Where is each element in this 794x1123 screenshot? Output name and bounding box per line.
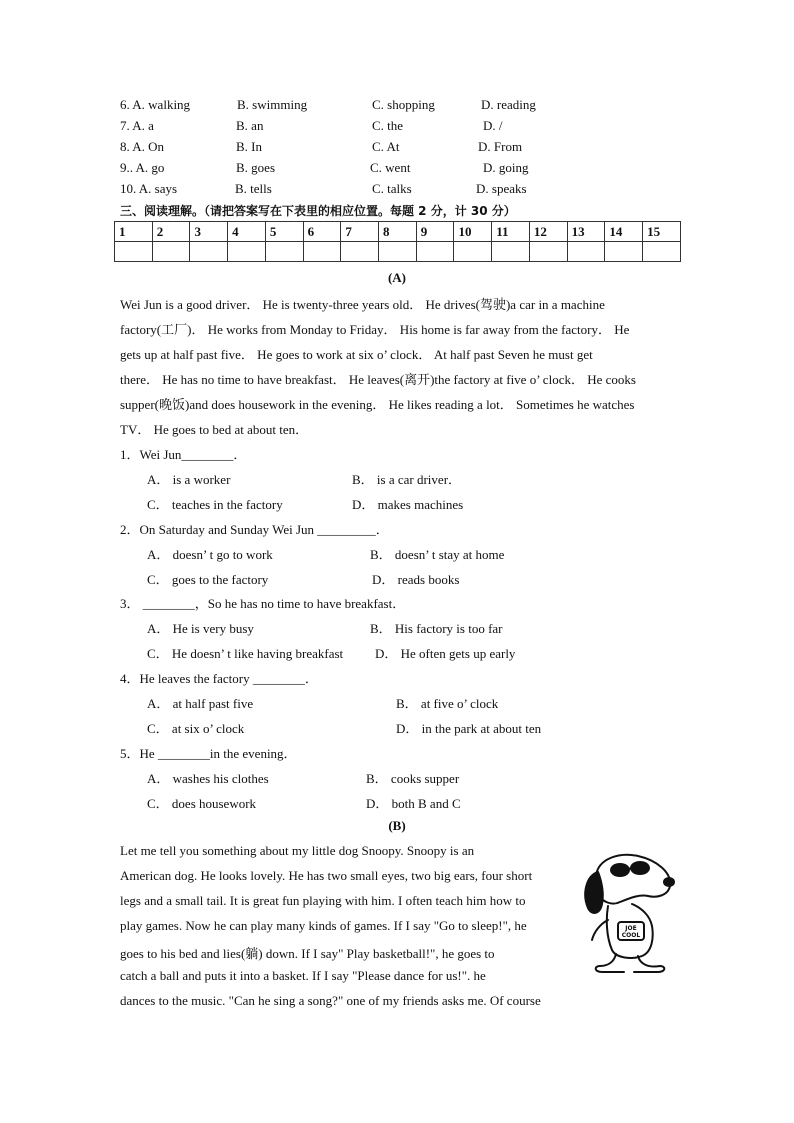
question-stem: 2．On Saturday and Sunday Wei Jun _________． bbox=[120, 522, 389, 537]
question-option: A． is a worker bbox=[147, 472, 231, 487]
answer-cell-header: 1 bbox=[115, 222, 153, 242]
answer-cell-header: 12 bbox=[529, 222, 567, 242]
question-option: C． He doesn’ t like having breakfast bbox=[147, 646, 344, 661]
option-c: C. shopping bbox=[372, 97, 435, 112]
answer-cell[interactable] bbox=[115, 242, 153, 262]
answer-cell[interactable] bbox=[152, 242, 190, 262]
passage-b-line: legs and a small tail. It is great fun playing with him. I often teach him how to bbox=[120, 893, 526, 908]
option-d: D. reading bbox=[481, 97, 536, 112]
question-option: D． reads books bbox=[372, 572, 460, 587]
passage-a-line: factory(工厂)． He works from Monday to Friday． His home is far away from the factory． He bbox=[120, 322, 630, 337]
question-option: B． doesn’ t stay at home bbox=[370, 547, 505, 562]
passage-b-line: play games. Now he can play many kinds of games. If I say "Go to sleep!", he bbox=[120, 918, 527, 933]
question-option: C． goes to the factory bbox=[147, 572, 269, 587]
option-a: 8. A. On bbox=[120, 139, 165, 154]
answer-cell-header: 9 bbox=[416, 222, 454, 242]
answer-cell[interactable] bbox=[379, 242, 417, 262]
option-d: D. / bbox=[483, 118, 503, 133]
question-option: C． teaches in the factory bbox=[147, 497, 283, 512]
answer-cell-header: 11 bbox=[492, 222, 530, 242]
question-stem: 5．He ________in the evening． bbox=[120, 746, 297, 761]
option-d: D. speaks bbox=[476, 181, 527, 196]
question-option: B． cooks supper bbox=[366, 771, 460, 786]
answer-table-input-row bbox=[115, 242, 681, 262]
snoopy-illustration bbox=[568, 846, 678, 976]
passage-b-line: catch a ball and puts it into a basket. If I say "Please dance for us!". he bbox=[120, 968, 486, 983]
option-a: 9.. A. go bbox=[120, 160, 165, 175]
answer-cell[interactable] bbox=[567, 242, 605, 262]
answer-cell-header: 6 bbox=[303, 222, 341, 242]
answer-cell-header: 10 bbox=[454, 222, 492, 242]
option-d: D. going bbox=[483, 160, 529, 175]
option-b: B. goes bbox=[236, 160, 275, 175]
question-option: D． makes machines bbox=[352, 497, 464, 512]
answer-cell[interactable] bbox=[265, 242, 303, 262]
question-option: A． washes his clothes bbox=[147, 771, 269, 786]
snoopy-badge-text-1: JOE bbox=[625, 925, 637, 932]
option-a: 6. A. walking bbox=[120, 97, 191, 112]
option-b: B. In bbox=[236, 139, 262, 154]
question-option: C． does housework bbox=[147, 796, 257, 811]
answer-table-header-row bbox=[115, 222, 681, 242]
question-stem: 1．Wei Jun________． bbox=[120, 447, 247, 462]
passage-b-line: Let me tell you something about my little dog Snoopy. Snoopy is an bbox=[120, 843, 475, 858]
option-c: C. talks bbox=[372, 181, 412, 196]
passage-a-line: gets up at half past five． He goes to work at six o’ clock． At half past Seven he must get bbox=[120, 347, 593, 362]
passage-a-line: Wei Jun is a good driver． He is twenty-three years old． He drives(驾驶)a car in a machine bbox=[120, 297, 605, 312]
question-option: C． at six o’ clock bbox=[147, 721, 245, 736]
passage-a-line: there． He has no time to have breakfast． He leaves(离开)the factory at five o’ clock． He cooks bbox=[120, 372, 636, 387]
passage-b-line: dances to the music. "Can he sing a song?" one of my friends asks me. Of course bbox=[120, 993, 541, 1008]
question-option: B． His factory is too far bbox=[370, 621, 503, 636]
question-option: A． at half past five bbox=[147, 696, 254, 711]
option-b: B. an bbox=[236, 118, 264, 133]
question-stem: 3． ________，So he has no time to have breakfast． bbox=[120, 596, 406, 611]
question-option: A． He is very busy bbox=[147, 621, 254, 636]
passage-a-label: (A) bbox=[387, 270, 407, 285]
option-c: C. At bbox=[372, 139, 400, 154]
answer-cell-header: 2 bbox=[152, 222, 190, 242]
answer-cell-header: 14 bbox=[605, 222, 643, 242]
answer-cell-header: 7 bbox=[341, 222, 379, 242]
answer-cell[interactable] bbox=[492, 242, 530, 262]
section-heading: 三、阅读理解。（请把答案写在下表里的相应位置。每题 2 分，计 30 分） bbox=[120, 204, 516, 218]
option-c: C. the bbox=[372, 118, 404, 133]
question-option: D． both B and C bbox=[366, 796, 461, 811]
answer-cell[interactable] bbox=[454, 242, 492, 262]
passage-b-line: goes to his bed and lies(躺) down. If I say" Play basketball!", he goes to bbox=[120, 946, 495, 961]
option-b: B. swimming bbox=[237, 97, 308, 112]
option-a: 10. A. says bbox=[120, 181, 178, 196]
option-a: 7. A. a bbox=[120, 118, 154, 133]
answer-cell[interactable] bbox=[605, 242, 643, 262]
answer-cell-header: 15 bbox=[643, 222, 681, 242]
passage-b-label: (B) bbox=[388, 818, 406, 833]
answer-cell-header: 8 bbox=[379, 222, 417, 242]
answer-cell[interactable] bbox=[228, 242, 266, 262]
answer-cell[interactable] bbox=[303, 242, 341, 262]
answer-cell[interactable] bbox=[529, 242, 567, 262]
question-option: D． in the park at about ten bbox=[396, 721, 542, 736]
question-option: B． is a car driver． bbox=[352, 472, 462, 487]
passage-b-line: American dog. He looks lovely. He has two small eyes, two big ears, four short bbox=[120, 868, 533, 883]
answer-cell-header: 13 bbox=[567, 222, 605, 242]
passage-a-line: TV． He goes to bed at about ten． bbox=[120, 422, 309, 437]
option-b: B. tells bbox=[235, 181, 272, 196]
passage-a-line: supper(晚饭)and does housework in the evening． He likes reading a lot． Sometimes he watches bbox=[120, 397, 635, 412]
question-stem: 4．He leaves the factory ________． bbox=[120, 671, 318, 686]
answer-cell-header: 4 bbox=[228, 222, 266, 242]
answer-cell-header: 5 bbox=[265, 222, 303, 242]
question-option: D． He often gets up early bbox=[375, 646, 516, 661]
answer-cell[interactable] bbox=[643, 242, 681, 262]
answer-table bbox=[114, 221, 681, 262]
answer-cell[interactable] bbox=[416, 242, 454, 262]
answer-cell[interactable] bbox=[190, 242, 228, 262]
snoopy-badge-text-2: COOL bbox=[621, 932, 641, 939]
option-c: C. went bbox=[370, 160, 411, 175]
answer-cell-header: 3 bbox=[190, 222, 228, 242]
question-option: B． at five o’ clock bbox=[396, 696, 499, 711]
option-d: D. From bbox=[478, 139, 523, 154]
answer-cell[interactable] bbox=[341, 242, 379, 262]
question-option: A． doesn’ t go to work bbox=[147, 547, 273, 562]
